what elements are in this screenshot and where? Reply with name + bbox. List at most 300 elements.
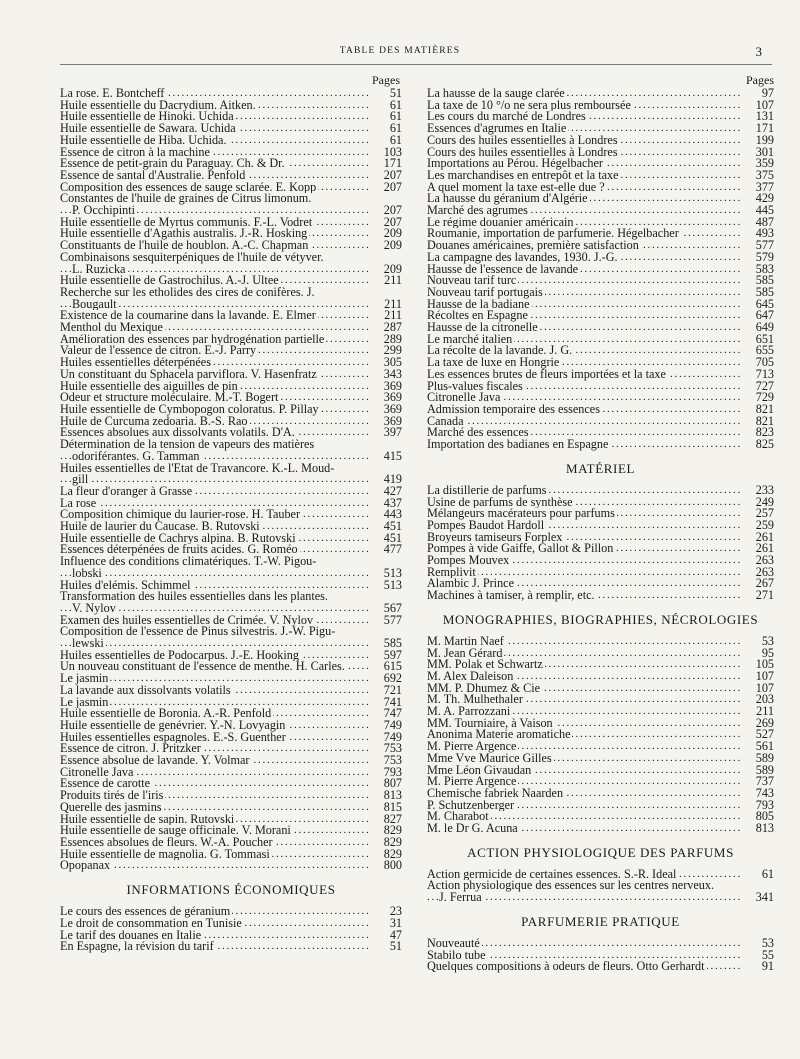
toc-entry bbox=[60, 743, 402, 755]
toc-entry-page: 577 bbox=[755, 238, 774, 253]
toc-entry-page: 825 bbox=[755, 437, 774, 452]
pages-label: Pages bbox=[746, 73, 774, 87]
toc-entry-page: 209 bbox=[383, 261, 402, 276]
toc-entry-title: Un constituant du Sphacela parviflora. V. Hasenfratz . . . bbox=[60, 369, 368, 381]
toc-entry-page: 692 bbox=[383, 671, 402, 686]
toc-entry-title: Quelques compositions à odeurs de fleurs. Otto Gerhardt . . . bbox=[427, 961, 740, 973]
toc-entry-title: Opopanax . . . bbox=[60, 860, 368, 872]
toc-entry-title: Machines à tamiser, à remplir, etc. . . . bbox=[427, 590, 740, 602]
toc-entry-page: 427 bbox=[383, 483, 402, 498]
toc-entry-page: 211 bbox=[384, 273, 402, 288]
toc-entry bbox=[60, 799, 402, 814]
toc-entry-title: Huile essentielle de Gastrochilus. A.-J. Ultee . . . bbox=[60, 275, 368, 287]
toc-entry-page: 821 bbox=[755, 401, 774, 416]
toc-entry-page: 211 bbox=[384, 296, 402, 311]
toc-entry-title: Pompes à vide Gaiffe, Gallot & Pillon . . . bbox=[427, 543, 740, 555]
toc-entry-title: Action germicide de certaines essences. S.-R. Ideal . . . bbox=[427, 869, 740, 881]
toc-entry bbox=[60, 544, 402, 556]
toc-entry-page: 829 bbox=[383, 846, 402, 861]
toc-entry-title: M. A. Parrozzani . . . bbox=[427, 706, 740, 718]
toc-entry-title: M. Jean Gérard . . . bbox=[427, 648, 740, 660]
toc-entry-title: Essence de citron. J. Pritzker . . . bbox=[60, 743, 368, 755]
toc-entry-title: Les marchandises en entrepôt et la taxe . . . bbox=[427, 170, 740, 182]
toc-entry-page: 647 bbox=[755, 308, 774, 323]
toc-entry-title: Usine de parfums de synthèse . . . bbox=[427, 497, 740, 509]
toc-entry bbox=[60, 331, 402, 346]
toc-entry-title: gill . . . bbox=[60, 474, 368, 486]
toc-entry-page: 97 bbox=[761, 86, 774, 100]
toc-entry-page: 513 bbox=[383, 565, 402, 580]
toc-entry-title: Huile essentielle de Cachrys alpina. B. Rutovski . . . bbox=[60, 533, 368, 545]
toc-entry-title: Hausse de l'essence de lavande . . . bbox=[427, 264, 740, 276]
toc-entry-page: 359 bbox=[755, 156, 774, 171]
toc-entry-title: Essences absolues aux dissolvants volatils. D'A. . . . bbox=[60, 427, 368, 439]
toc-entry bbox=[427, 750, 774, 765]
toc-entry bbox=[60, 647, 402, 662]
toc-entry bbox=[60, 577, 402, 592]
toc-entry bbox=[60, 287, 402, 299]
toc-entry bbox=[427, 797, 774, 812]
toc-entry-page: 445 bbox=[755, 203, 774, 218]
pages-label: Pages bbox=[372, 73, 400, 87]
toc-entry bbox=[60, 600, 402, 615]
toc-entry-title: Nouveau tarif turc . . . bbox=[427, 275, 740, 287]
toc-entry-page: 207 bbox=[383, 214, 402, 229]
toc-entry bbox=[60, 941, 402, 953]
toc-entry-page: 451 bbox=[383, 530, 402, 545]
toc-entry bbox=[427, 762, 774, 777]
toc-entry bbox=[60, 530, 402, 545]
toc-entry bbox=[427, 132, 774, 147]
toc-entry-page: 209 bbox=[383, 226, 402, 241]
toc-entry-page: 727 bbox=[755, 378, 774, 393]
toc-entry bbox=[60, 275, 402, 287]
toc-entry bbox=[60, 132, 402, 147]
toc-entry-title: Le jasmin . . . bbox=[60, 697, 368, 709]
toc-entry-page: 369 bbox=[383, 413, 402, 428]
toc-entry-title: Le marché italien . . . bbox=[427, 334, 740, 346]
toc-entry-page: 561 bbox=[755, 739, 774, 754]
toc-entry-title: Hausse de la citronelle . . . bbox=[427, 322, 740, 334]
toc-entry-page: 377 bbox=[755, 179, 774, 194]
toc-entry-title: Cours des huiles essentielles à Londres . . . bbox=[427, 135, 740, 147]
toc-entry-page: 487 bbox=[755, 214, 774, 229]
toc-entry-title: Récoltes en Espagne . . . bbox=[427, 310, 740, 322]
toc-entry bbox=[60, 638, 402, 650]
toc-entry-title: P. Schutzenberger . . . bbox=[427, 800, 740, 812]
toc-entry-page: 95 bbox=[761, 645, 774, 660]
toc-entry-title: La distillerie de parfums . . . bbox=[427, 485, 740, 497]
toc-entry-title: Les cours du marché de Londres . . . bbox=[427, 111, 740, 123]
toc-entry bbox=[427, 88, 774, 100]
toc-entry-title: Stabilo tube . . . bbox=[427, 950, 740, 962]
toc-entry-page: 747 bbox=[383, 706, 402, 721]
toc-entry bbox=[60, 755, 402, 767]
toc-entry bbox=[427, 961, 774, 973]
toc-entry-page: 233 bbox=[755, 482, 774, 497]
toc-entry-page: 649 bbox=[755, 320, 774, 335]
toc-entry-title: Citronelle Java . . . bbox=[60, 767, 368, 779]
toc-entry-page: 749 bbox=[383, 729, 402, 744]
toc-entry-page: 341 bbox=[755, 890, 774, 905]
toc-entry-title: Huile essentielle de magnolia. G. Tommasi . . . bbox=[60, 849, 368, 861]
page-number: 3 bbox=[755, 44, 762, 59]
toc-entry-title: La rose. E. Bontcheff . . . bbox=[60, 88, 368, 100]
toc-entry-page: 51 bbox=[389, 86, 402, 100]
toc-entry-page: 209 bbox=[383, 238, 402, 253]
toc-entry-title: Hausse de la badiane . . . bbox=[427, 299, 740, 311]
toc-entry bbox=[427, 322, 774, 334]
entry-list bbox=[60, 88, 402, 872]
toc-entry-title: Roumanie, importation de parfumerie. Hégelbacher . . . bbox=[427, 228, 740, 240]
toc-entry bbox=[60, 612, 402, 627]
toc-entry-page: 800 bbox=[383, 858, 402, 873]
section-title-mono: MONOGRAPHIES, BIOGRAPHIES, NÉCROLOGIES bbox=[442, 611, 759, 627]
toc-entry bbox=[60, 158, 402, 170]
toc-entry-title: Anonima Materie aromatiche . . . bbox=[427, 729, 740, 741]
toc-entry bbox=[427, 785, 774, 800]
toc-entry-title: M. Martin Naef . . . bbox=[427, 636, 740, 648]
toc-entry bbox=[427, 482, 774, 497]
toc-entry-title: La taxe de 10 °/o ne sera plus remboursée . . . bbox=[427, 100, 740, 112]
toc-entry-title: Huiles essentielles de Podocarpus. J.-E. Hooking . . . bbox=[60, 650, 368, 662]
toc-entry-page: 597 bbox=[383, 647, 402, 662]
toc-entry-title: Pompes Mouvex . . . bbox=[427, 555, 740, 567]
toc-entry-title: Mme Vve Maurice Gilles . . . bbox=[427, 753, 740, 765]
toc-entry-page: 199 bbox=[755, 132, 774, 147]
toc-entry-title: M. le Dr G. Acuna . . . bbox=[427, 823, 740, 835]
toc-entry-title: Huiles essentielles espagnoles. E.-S. Guenther . . . bbox=[60, 732, 368, 744]
toc-entry bbox=[427, 892, 774, 904]
toc-entry-title: Marché des agrumes . . . bbox=[427, 205, 740, 217]
toc-entry-title: Constituants de l'huile de houblon. A.-C. Chapman . . . bbox=[60, 240, 368, 252]
toc-entry bbox=[427, 413, 774, 428]
toc-entry bbox=[427, 240, 774, 252]
toc-entry bbox=[60, 401, 402, 416]
section-title-eco: INFORMATIONS ÉCONOMIQUES bbox=[126, 882, 336, 898]
toc-entry bbox=[60, 366, 402, 381]
toc-entry-page: 263 bbox=[755, 553, 774, 568]
toc-entry bbox=[427, 543, 774, 555]
toc-entry-title: Huile essentielle de Boronia. A.-R. Penfold . . . bbox=[60, 708, 368, 720]
toc-entry-title: Le tarif des douanes en Italie . . . bbox=[60, 930, 368, 942]
toc-entry-title: Broyeurs tamiseurs Forplex . . . bbox=[427, 532, 740, 544]
toc-entry-page: 299 bbox=[383, 343, 402, 358]
toc-entry bbox=[60, 778, 402, 790]
entry-list bbox=[60, 906, 402, 953]
toc-entry-page: 713 bbox=[755, 366, 774, 381]
toc-entry-page: 61 bbox=[761, 866, 774, 881]
toc-entry-title: Menthol du Mexique . . . bbox=[60, 322, 368, 334]
toc-entry-page: 577 bbox=[383, 612, 402, 627]
toc-entry bbox=[427, 97, 774, 112]
toc-entry bbox=[427, 811, 774, 823]
entry-list bbox=[427, 482, 774, 603]
toc-entry-title: Remplivit . . . bbox=[427, 567, 740, 579]
toc-entry-page: 369 bbox=[383, 378, 402, 393]
toc-entry-title: Mélangeurs macérateurs pour parfums . . . bbox=[427, 508, 740, 520]
toc-entry-page: 55 bbox=[761, 947, 774, 962]
toc-entry-page: 61 bbox=[389, 132, 402, 147]
toc-entry-page: 171 bbox=[383, 156, 402, 171]
toc-entry bbox=[427, 776, 774, 788]
toc-entry-title: M. Alex Daleison . . . bbox=[427, 671, 740, 683]
toc-entry-title: Le régime douanier américain . . . bbox=[427, 217, 740, 229]
toc-entry bbox=[60, 193, 402, 205]
toc-entry-title: Bougault . . . bbox=[60, 299, 368, 311]
toc-entry-title: Les essences brutes de fleurs importées et la taxe . . . bbox=[427, 369, 740, 381]
toc-entry-title: Combinaisons sesquiterpéniques de l'huile de vétyver. bbox=[60, 251, 324, 264]
toc-entry-page: 829 bbox=[383, 835, 402, 849]
toc-entry-page: 263 bbox=[755, 564, 774, 579]
toc-entry-title: M. Pierre Argence . . . bbox=[427, 776, 740, 788]
toc-entry-title: Importation des badianes en Espagne . . . bbox=[427, 439, 740, 451]
toc-entry bbox=[60, 97, 402, 112]
toc-entry-page: 107 bbox=[755, 668, 774, 683]
toc-entry-title: La hausse du géranium d'Algérie . . . bbox=[427, 193, 740, 205]
toc-entry-title: J. Ferrua . . . bbox=[427, 892, 740, 904]
toc-entry bbox=[60, 717, 402, 732]
toc-entry-page: 589 bbox=[755, 762, 774, 777]
toc-entry-page: 705 bbox=[755, 355, 774, 370]
toc-entry-page: 579 bbox=[755, 249, 774, 264]
toc-entry bbox=[60, 694, 402, 709]
toc-entry bbox=[60, 708, 402, 720]
toc-entry-page: 815 bbox=[383, 799, 402, 814]
section-title-pratique: PARFUMERIE PRATIQUE bbox=[521, 913, 680, 929]
toc-entry bbox=[427, 659, 774, 671]
toc-entry-title: Essence de citron à la machine . . . bbox=[60, 147, 368, 159]
toc-entry bbox=[60, 811, 402, 826]
toc-entry-page: 589 bbox=[755, 750, 774, 765]
toc-entry bbox=[427, 427, 774, 439]
toc-entry-page: 105 bbox=[755, 657, 774, 672]
toc-entry-title: lewski . . . bbox=[60, 638, 368, 650]
toc-entry-page: 91 bbox=[761, 959, 774, 974]
toc-entry-title: Constantes de l'huile de graines de Citrus limonum. bbox=[60, 193, 312, 206]
toc-entry-title: Action physiologique des essences sur les centres nerveux. bbox=[427, 880, 715, 893]
toc-entry-page: 211 bbox=[384, 308, 402, 323]
toc-entry bbox=[60, 626, 402, 638]
toc-entry-title: Composition de l'essence de Pinus silvestris. J.-W. Pigu- bbox=[60, 626, 336, 639]
toc-entry-page: 721 bbox=[383, 682, 402, 697]
toc-entry bbox=[427, 741, 774, 753]
toc-entry-title: Un nouveau constituant de l'essence de menthe. H. Carles. . . . bbox=[60, 661, 368, 673]
toc-entry bbox=[60, 521, 402, 533]
toc-entry bbox=[60, 483, 402, 498]
toc-entry-page: 269 bbox=[755, 715, 774, 730]
toc-entry bbox=[427, 680, 774, 695]
toc-entry-page: 585 bbox=[755, 284, 774, 299]
toc-entry bbox=[60, 790, 402, 802]
toc-entry bbox=[427, 555, 774, 567]
toc-entry bbox=[427, 296, 774, 311]
toc-entry bbox=[427, 590, 774, 602]
toc-entry-page: 793 bbox=[383, 764, 402, 779]
toc-entry-title: Essences absolues de fleurs. W.-A. Poucher . . . bbox=[60, 837, 368, 849]
toc-entry bbox=[60, 261, 402, 276]
toc-entry bbox=[427, 823, 774, 835]
toc-entry bbox=[60, 915, 402, 930]
toc-entry-title: P. Occhipinti . . . bbox=[60, 205, 368, 217]
toc-entry-title: lobski . . . bbox=[60, 568, 368, 580]
toc-entry-page: 397 bbox=[383, 425, 402, 440]
toc-entry bbox=[427, 357, 774, 369]
toc-entry-page: 207 bbox=[383, 167, 402, 182]
toc-entry-page: 203 bbox=[755, 692, 774, 707]
toc-entry bbox=[60, 310, 402, 322]
toc-entry-page: 287 bbox=[383, 320, 402, 335]
toc-entry-title: Huile essentielle de Hinoki. Uchida . . . bbox=[60, 111, 368, 123]
toc-entry-page: 207 bbox=[383, 203, 402, 218]
toc-entry bbox=[60, 296, 402, 311]
toc-entry-page: 753 bbox=[383, 753, 402, 768]
toc-entry-title: Le cours des essences de géranium . . . bbox=[60, 906, 368, 918]
toc-entry bbox=[427, 668, 774, 683]
toc-entry-page: 261 bbox=[755, 529, 774, 544]
left-column bbox=[60, 72, 402, 953]
toc-entry-page: 53 bbox=[761, 633, 774, 648]
entry-list bbox=[427, 88, 774, 451]
toc-entry bbox=[60, 729, 402, 744]
toc-entry-title: Le droit de consommation en Tunisie . . . bbox=[60, 918, 368, 930]
toc-entry-title: Marché des essences . . . bbox=[427, 427, 740, 439]
toc-entry-page: 807 bbox=[383, 776, 402, 791]
toc-entry-title: Composition des essences de sauge sclarée. E. Kopp . . . bbox=[60, 182, 368, 194]
toc-entry-page: 829 bbox=[383, 823, 402, 838]
toc-entry-page: 375 bbox=[755, 167, 774, 182]
toc-entry-page: 103 bbox=[383, 144, 402, 159]
toc-entry-title: Nouveauté . . . bbox=[427, 938, 740, 950]
toc-entry bbox=[60, 448, 402, 463]
toc-entry-title: odoriférantes. G. Tamman . . . bbox=[60, 451, 368, 463]
toc-entry-page: 741 bbox=[383, 694, 402, 709]
toc-entry-page: 821 bbox=[755, 413, 774, 428]
toc-entry bbox=[427, 284, 774, 299]
toc-entry bbox=[427, 378, 774, 393]
toc-entry-page: 301 bbox=[755, 144, 774, 159]
toc-entry-page: 477 bbox=[383, 542, 402, 557]
toc-entry-title: La rose . . . bbox=[60, 498, 368, 510]
toc-entry-title: Querelle des jasmins . . . bbox=[60, 802, 368, 814]
toc-entry-page: 813 bbox=[755, 821, 774, 836]
toc-entry-page: 261 bbox=[755, 541, 774, 556]
toc-entry bbox=[427, 645, 774, 660]
toc-entry-title: Citronelle Java . . . bbox=[427, 392, 740, 404]
toc-entry-title: MM. P. Dhumez & Cie . . . bbox=[427, 683, 740, 695]
entry-list bbox=[427, 633, 774, 836]
toc-entry-page: 753 bbox=[383, 741, 402, 756]
toc-entry bbox=[427, 508, 774, 520]
toc-entry bbox=[427, 167, 774, 182]
toc-entry-page: 343 bbox=[383, 366, 402, 381]
toc-entry-title: M. Charabot . . . bbox=[427, 811, 740, 823]
toc-entry-title: La campagne des lavandes, 1930. J.-G. . . . bbox=[427, 252, 740, 264]
toc-entry bbox=[427, 880, 774, 892]
toc-entry-title: Produits tirés de l'iris . . . bbox=[60, 790, 368, 802]
toc-entry-title: Canada . . . bbox=[427, 416, 740, 428]
toc-entry-title: Recherche sur les etholides des cires de conifères. J. bbox=[60, 286, 315, 299]
toc-entry-title: Huile essentielle de Myrtus communis. F.-L. Vodret . . . bbox=[60, 217, 368, 229]
toc-entry bbox=[427, 123, 774, 135]
toc-entry bbox=[427, 564, 774, 579]
toc-entry-title: MM. Polak et Schwartz . . . bbox=[427, 659, 740, 671]
toc-entry-title: Mme Léon Givaudan . . . bbox=[427, 765, 740, 777]
toc-entry-title: MM. Tourniaire, à Vaison . . . bbox=[427, 718, 740, 730]
toc-entry-page: 737 bbox=[755, 774, 774, 789]
toc-entry-page: 305 bbox=[383, 355, 402, 370]
toc-entry-page: 249 bbox=[755, 494, 774, 509]
toc-entry-page: 827 bbox=[383, 811, 402, 826]
toc-entry bbox=[427, 729, 774, 741]
toc-entry-title: Admission temporaire des essences . . . bbox=[427, 404, 740, 416]
toc-entry-page: 585 bbox=[383, 636, 402, 651]
toc-entry-title: Odeur et structure moléculaire. M.-T. Bogert . . . bbox=[60, 392, 368, 404]
toc-entry-page: 23 bbox=[389, 904, 402, 919]
toc-entry-title: Huile essentielle de genévrier. Y.-N. Lovyagin . . . bbox=[60, 720, 368, 732]
toc-entry-page: 585 bbox=[755, 273, 774, 288]
toc-entry-page: 443 bbox=[383, 507, 402, 522]
toc-entry-title: Existence de la coumarine dans la lavande. E. Elmer . . . bbox=[60, 310, 368, 322]
toc-entry-title: Huile essentielle du Dacrydium. Aitken. . . . bbox=[60, 100, 368, 112]
toc-entry-page: 823 bbox=[755, 425, 774, 440]
toc-entry bbox=[60, 144, 402, 159]
toc-entry-title: Huiles essentielles de l'Etat de Travancore. K.-L. Moud- bbox=[60, 462, 335, 475]
toc-entry bbox=[60, 392, 402, 404]
toc-entry bbox=[60, 179, 402, 194]
toc-entry-page: 107 bbox=[755, 97, 774, 112]
toc-entry-page: 513 bbox=[383, 577, 402, 592]
toc-entry-title: Examen des huiles essentielles de Crimée. V. Nylov . . . bbox=[60, 615, 368, 627]
toc-entry-page: 615 bbox=[383, 659, 402, 674]
entry-list bbox=[427, 866, 774, 905]
toc-entry bbox=[427, 228, 774, 240]
toc-entry-page: 415 bbox=[383, 448, 402, 463]
toc-entry-page: 61 bbox=[389, 109, 402, 124]
toc-entry bbox=[427, 179, 774, 194]
toc-entry bbox=[60, 509, 402, 521]
toc-entry bbox=[427, 866, 774, 881]
toc-entry-page: 31 bbox=[389, 915, 402, 930]
toc-entry bbox=[60, 837, 402, 849]
toc-entry bbox=[60, 591, 402, 603]
toc-entry-page: 211 bbox=[756, 704, 774, 719]
toc-entry bbox=[427, 715, 774, 730]
toc-entry-page: 171 bbox=[755, 121, 774, 136]
toc-entry-page: 749 bbox=[383, 717, 402, 732]
toc-entry-page: 429 bbox=[755, 191, 774, 206]
toc-entry bbox=[427, 158, 774, 170]
toc-entry bbox=[427, 935, 774, 950]
section-title-physio: ACTION PHYSIOLOGIQUE DES PARFUMS bbox=[467, 844, 734, 860]
toc-entry bbox=[60, 495, 402, 510]
toc-entry bbox=[427, 494, 774, 509]
toc-entry-page: 259 bbox=[755, 517, 774, 532]
toc-entry bbox=[427, 392, 774, 404]
toc-entry bbox=[427, 331, 774, 346]
toc-entry-title: M. Th. Mulhethaler . . . bbox=[427, 694, 740, 706]
toc-entry bbox=[60, 240, 402, 252]
toc-entry-title: Essence absolue de lavande. Y. Volmar . . . bbox=[60, 755, 368, 767]
toc-entry bbox=[427, 578, 774, 590]
right-column bbox=[427, 72, 774, 973]
toc-entry-title: Douanes américaines, première satisfaction . . . bbox=[427, 240, 740, 252]
toc-entry bbox=[427, 261, 774, 276]
toc-entry-title: Nouveau tarif portugais . . . bbox=[427, 287, 740, 299]
toc-entry-page: 493 bbox=[755, 226, 774, 241]
toc-entry-page: 207 bbox=[383, 179, 402, 194]
toc-entry bbox=[427, 529, 774, 544]
